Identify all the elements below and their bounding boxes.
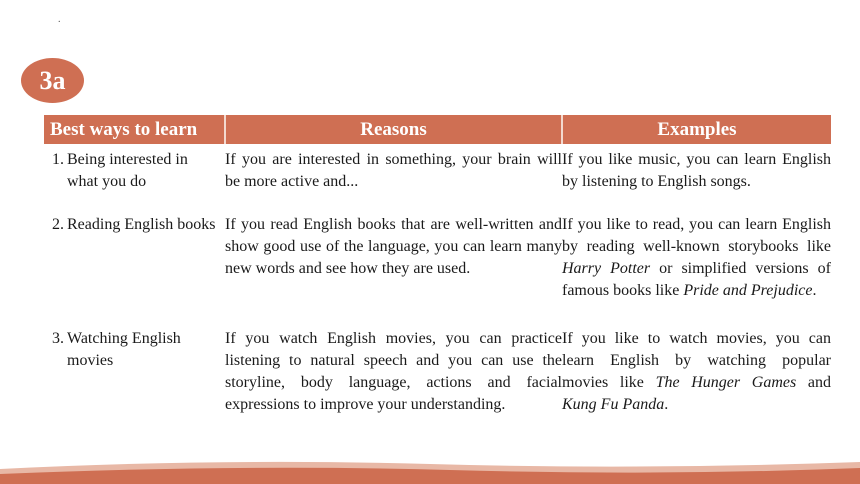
reason-cell: If you watch English movies, you can practice listening to natural speech and you can use the storyline, body language, actions and facial expressions to improve your understanding.	[225, 330, 562, 413]
example-text: .	[664, 396, 669, 413]
way-text: Watching English movies	[67, 330, 181, 369]
row-number: 3.	[52, 330, 64, 347]
way-text: Being interested in what you do	[67, 151, 188, 190]
title-italic-text: Kung Fu Panda	[562, 396, 665, 413]
way-cell	[44, 214, 225, 328]
learning-table	[44, 115, 831, 433]
example-cell	[562, 328, 831, 433]
way-cell	[44, 144, 225, 214]
decorative-dot: .	[58, 14, 61, 25]
reason-cell: If you are interested in something, your brain will be more active and...	[225, 151, 562, 190]
way-text: Reading English books	[67, 216, 216, 233]
title-italic-text: The Hunger Games	[655, 374, 797, 391]
table-row	[44, 214, 831, 328]
row-number: 1.	[52, 151, 64, 168]
row-number: 2.	[52, 216, 64, 233]
example-cell	[562, 144, 831, 214]
way-cell	[44, 328, 225, 433]
table-header-row	[44, 115, 831, 144]
example-text: If you like to watch movies, you can learn English by watching popular movies like	[562, 330, 831, 391]
title-italic-text: Pride and Prejudice	[683, 282, 813, 299]
footer-wave	[0, 454, 860, 484]
header-examples: Examples	[562, 115, 831, 144]
example-text: .	[812, 282, 817, 299]
header-best-ways: Best ways to learn	[44, 115, 225, 144]
example-text: and	[796, 374, 832, 391]
example-text: If you like to read, you can learn English by reading well-known storybooks like	[562, 216, 831, 255]
example-text: or simplified versions of famous books like	[562, 260, 831, 299]
title-italic-text: Harry Potter	[562, 260, 651, 277]
example-cell	[562, 214, 831, 328]
header-reasons: Reasons	[225, 115, 562, 144]
example-text: If you like music, you can learn English by listening to English songs.	[562, 151, 831, 190]
section-badge: 3a	[21, 58, 84, 103]
table-row	[44, 144, 831, 214]
table-row	[44, 328, 831, 433]
reason-cell: If you read English books that are well-written and show good use of the language, you can learn many new words and see how they are used.	[225, 216, 562, 277]
